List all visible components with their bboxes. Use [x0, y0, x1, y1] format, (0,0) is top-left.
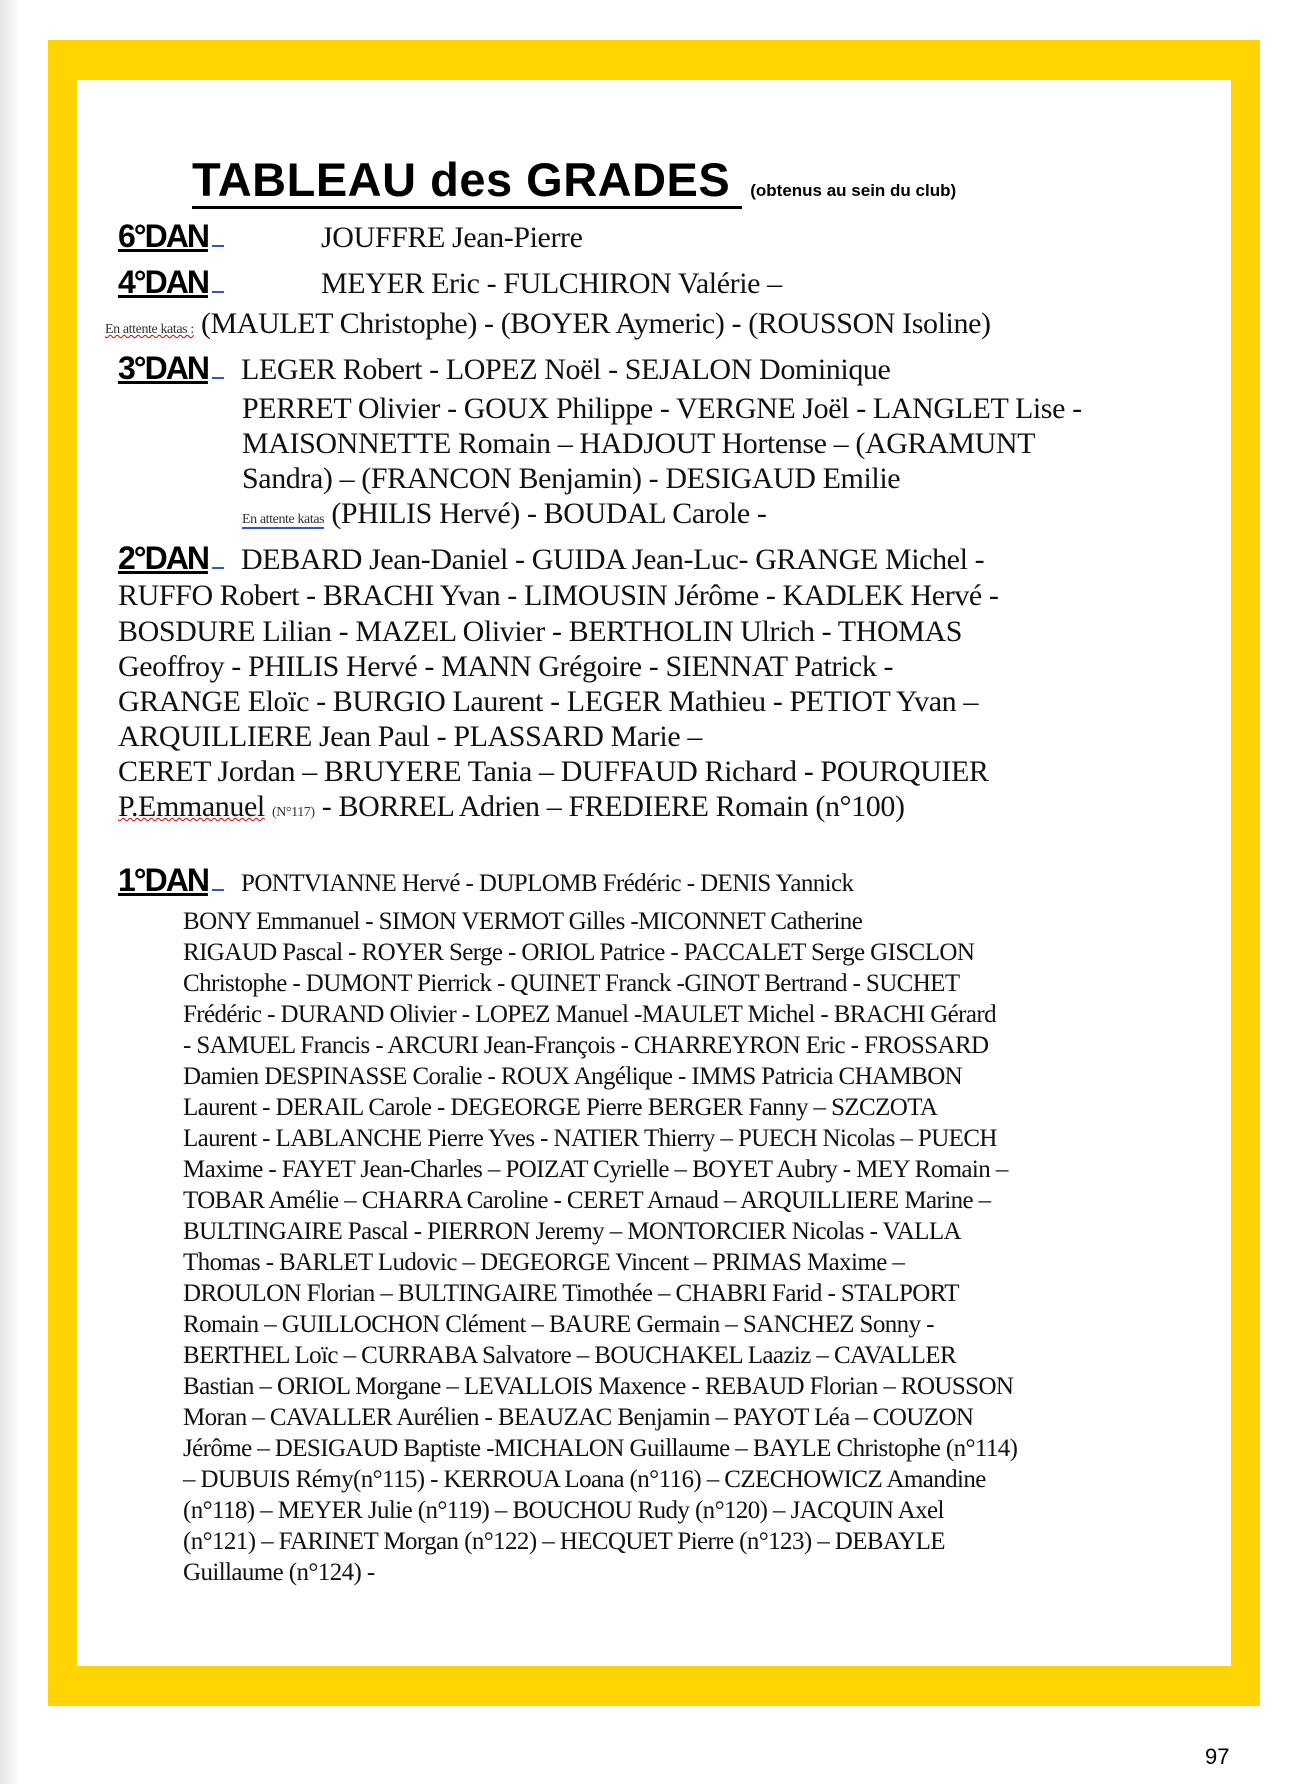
dan3-row-5 — [242, 499, 766, 529]
dan1-line: Guillaume (n°124) - — [183, 1559, 375, 1586]
dan1-line: - SAMUEL Francis - ARCURI Jean-François - CHARREYRON Eric - FROSSARD — [183, 1032, 989, 1059]
dan6-dash — [212, 245, 224, 247]
dan1-dash — [212, 889, 224, 891]
dan3-line2: PERRET Olivier - GOUX Philippe - VERGNE Joël - LANGLET Lise - — [242, 392, 1082, 425]
dan6-names: JOUFFRE Jean-Pierre — [321, 221, 583, 254]
dan1-line: – DUBUIS Rémy(n°115) - KERROUA Loana (n°116) – CZECHOWICZ Amandine — [183, 1466, 986, 1493]
dan3-line4: Sandra) – (FRANCON Benjamin) - DESIGAUD Emilie — [242, 462, 901, 495]
dan2-last-rest: - BORREL Adrien – FREDIERE Romain (n°100) — [321, 790, 905, 823]
dan1-line: (n°118) – MEYER Julie (n°119) – BOUCHOU Rudy (n°120) – JACQUIN Axel — [183, 1497, 944, 1524]
dan1-line: BERTHEL Loïc – CURRABA Salvatore – BOUCHAKEL Laaziz – CAVALLER — [183, 1342, 957, 1369]
page-subtitle: (obtenus au sein du club) — [750, 181, 957, 200]
dan2-line: ARQUILLIERE Jean Paul - PLASSARD Marie – — [118, 720, 702, 753]
dan1-line: Bastian – ORIOL Morgane – LEVALLOIS Maxence - REBAUD Florian – ROUSSON — [183, 1373, 1014, 1400]
page-number: 97 — [1205, 1744, 1230, 1769]
dan2-line: CERET Jordan – BRUYERE Tania – DUFFAUD Richard - POURQUIER — [118, 755, 989, 788]
dan1-line: Frédéric - DURAND Olivier - LOPEZ Manuel -MAULET Michel - BRACHI Gérard — [183, 1001, 997, 1028]
dan1-row — [118, 864, 853, 897]
dan3-line1: LEGER Robert - LOPEZ Noël - SEJALON Dominique — [241, 353, 891, 386]
dan2-dash — [212, 567, 224, 569]
dan2-line1: DEBARD Jean-Daniel - GUIDA Jean-Luc- GRANGE Michel - — [241, 543, 985, 576]
title-block — [192, 152, 956, 207]
dan3-pending-note: En attente katas — [242, 512, 325, 527]
dan1-line: Laurent - DERAIL Carole - DEGEORGE Pierre BERGER Fanny – SZCZOTA — [183, 1094, 938, 1121]
page-title: TABLEAU des GRADES — [192, 153, 742, 209]
dan2-line: GRANGE Eloïc - BURGIO Laurent - LEGER Mathieu - PETIOT Yvan – — [118, 685, 978, 718]
dan1-line: Damien DESPINASSE Coralie - ROUX Angélique - IMMS Patricia CHAMBON — [183, 1063, 963, 1090]
dan3-line3: MAISONNETTE Romain – HADJOUT Hortense – (AGRAMUNT — [242, 427, 1036, 460]
dan3-dash — [212, 377, 224, 379]
dan1-line: Maxime - FAYET Jean-Charles – POIZAT Cyrielle – BOYET Aubry - MEY Romain – — [183, 1156, 1008, 1183]
dan1-line: TOBAR Amélie – CHARRA Caroline - CERET Arnaud – ARQUILLIERE Marine – — [183, 1187, 991, 1214]
dan1-line: RIGAUD Pascal - ROYER Serge - ORIOL Patrice - PACCALET Serge GISCLON — [183, 939, 975, 966]
dan1-line: BONY Emmanuel - SIMON VERMOT Gilles -MICONNET Catherine — [183, 908, 863, 935]
dan6-label: 6°DAN — [118, 218, 208, 254]
dan1-line: Jérôme – DESIGAUD Baptiste -MICHALON Guillaume – BAYLE Christophe (n°114) — [183, 1435, 1018, 1462]
dan4-row — [118, 266, 782, 299]
dan3-line5: (PHILIS Hervé) - BOUDAL Carole - — [331, 497, 767, 530]
dan1-line: Laurent - LABLANCHE Pierre Yves - NATIER Thierry – PUECH Nicolas – PUECH — [183, 1125, 997, 1152]
document-page — [77, 80, 1231, 1666]
dan4-line2: (MAULET Christophe) - (BOYER Aymeric) - (ROUSSON Isoline) — [200, 307, 991, 340]
dan1-line: Thomas - BARLET Ludovic – DEGEORGE Vincent – PRIMAS Maxime – — [183, 1249, 905, 1276]
dan1-line: Romain – GUILLOCHON Clément – BAURE Germain – SANCHEZ Sonny - — [183, 1311, 934, 1338]
dan1-line: Christophe - DUMONT Pierrick - QUINET Franck -GINOT Bertrand - SUCHET — [183, 970, 960, 997]
dan4-line1: MEYER Eric - FULCHIRON Valérie – — [321, 267, 782, 300]
dan1-line: (n°121) – FARINET Morgan (n°122) – HECQUET Pierre (n°123) – DEBAYLE — [183, 1528, 945, 1555]
dan2-row — [118, 542, 984, 575]
dan1-label: 1°DAN — [118, 862, 208, 898]
dan2-row-last — [118, 792, 905, 822]
dan1-line: DROULON Florian – BULTINGAIRE Timothée – CHABRI Farid - STALPORT — [183, 1280, 959, 1307]
dan2-last-name: P.Emmanuel — [118, 790, 265, 823]
dan1-line1: PONTVIANNE Hervé - DUPLOMB Frédéric - DENIS Yannick — [241, 870, 854, 897]
dan2-line: BOSDURE Lilian - MAZEL Olivier - BERTHOLIN Ulrich - THOMAS — [118, 615, 963, 648]
dan4-label: 4°DAN — [118, 264, 208, 300]
dan3-label: 3°DAN — [118, 350, 208, 386]
dan4-row-2 — [105, 309, 991, 339]
dan4-pending-note: En attente katas : — [105, 322, 194, 337]
dan1-line: Moran – CAVALLER Aurélien - BEAUZAC Benjamin – PAYOT Léa – COUZON — [183, 1404, 974, 1431]
dan4-dash — [212, 291, 224, 293]
dan2-label: 2°DAN — [118, 540, 208, 576]
dan1-line: BULTINGAIRE Pascal - PIERRON Jeremy – MONTORCIER Nicolas - VALLA — [183, 1218, 961, 1245]
page-shadow — [0, 0, 20, 1784]
dan3-row — [118, 352, 890, 385]
dan2-line: Geoffroy - PHILIS Hervé - MANN Grégoire - SIENNAT Patrick - — [118, 650, 894, 683]
dan2-last-note: (N°117) — [271, 805, 315, 820]
dan2-line: RUFFO Robert - BRACHI Yvan - LIMOUSIN Jérôme - KADLEK Hervé - — [118, 579, 999, 612]
dan6-row — [118, 220, 583, 253]
